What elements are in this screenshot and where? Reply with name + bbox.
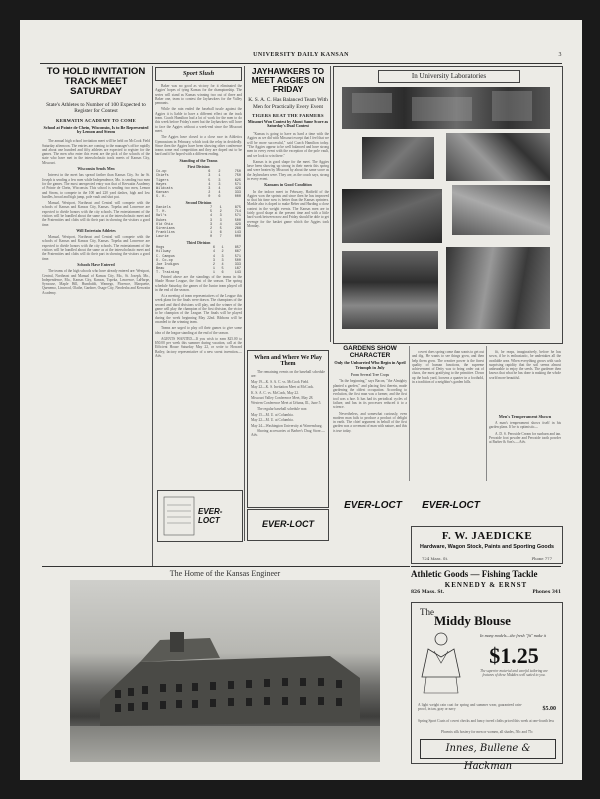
sport-slush-title: Sport Slush [182, 70, 215, 77]
paragraph: Baker was no good as victory for it eliminated the Aggies' hopes of tying Kansas for the championship. The series will stand as Kansas winning two out of three and Baker one, team to contest the Jayhawkers for the Valley pennants. [155, 84, 242, 106]
everloct-ad-large [157, 490, 243, 542]
standings-table [155, 246, 242, 275]
newspaper-page [20, 20, 582, 780]
table-cell: 6 [221, 270, 224, 275]
subsection-heading: Kansans in Good Condition [264, 182, 312, 188]
jaedicke-phone: Phone 777 [531, 556, 552, 561]
hosiery-text: Phoenix silk hosiery for men or women, all shades, 50c and 75c [441, 730, 533, 734]
table-cell: 1 [219, 206, 222, 211]
table-cell: 2 [219, 210, 222, 215]
paragraph: Shoring accessories at Barber's Drug Store.—Adv. [251, 428, 325, 438]
paragraph: Nevertheless, and somewhat curiously, even modern man fails to produce a product of delight in earth. The chief argument in behalf of the first garden was a covenant of man with nature, and this is true today. [333, 411, 407, 433]
gardens-deck: Only the Unhurried Who Begin in April Triumph in July [334, 360, 406, 371]
table-cell: 6 [218, 194, 221, 199]
laboratories-section [333, 66, 563, 344]
jayhawkers-headline: JAYHAWKERS TO MEET AGGIES ON FRIDAY [251, 66, 325, 94]
masthead [40, 51, 562, 64]
everloct-ad-left [338, 488, 408, 528]
table-cell: 0 [210, 234, 213, 239]
table-cell: 3 [219, 218, 222, 223]
table-cell: 5 [210, 210, 213, 215]
middy-title: Middy Blouse [434, 613, 511, 628]
column-rule [330, 66, 331, 342]
table-cell: 000 [234, 234, 241, 239]
lab-photo-1 [342, 87, 550, 129]
table-cell: C. Campus [156, 254, 175, 259]
table-cell: 3 [208, 186, 211, 191]
temperament-heading: Men's Temperament Shown [498, 414, 552, 419]
everloct-ad-right [416, 488, 486, 528]
jayhawkers-kicker: TIGERS BEAT THE FARMERS [252, 112, 324, 118]
schedule-box [247, 350, 329, 508]
table-cell: Hillway [156, 250, 171, 255]
table-cell: 3 [212, 258, 216, 263]
table-cell: 571 [234, 182, 241, 187]
table-cell: 2 [208, 190, 211, 195]
athletic-name: KENNEDY & ERNST [444, 581, 528, 589]
paragraph: At a meeting of team representatives of the League this week plans for the finals were drawn. The champions of the second and third divisions will play, and the winner of the game will play the champion of the first division, the victor to be champion of the League. The finals will be played during the week beginning May 22nd. Ribbons will be awarded to the winning team. [155, 294, 242, 324]
paragraph: covert does spring come than wants to get out and dig. He wants to see things grow, and then help them grow. The creative power is the finest quality of human functions, the supreme achievement of Deity was to bring order out of chaos, the most gratifying to the primitive. Down up the back yard, loosens a quarter in a foothold, in a tradition of a neighbor's garden hills. [412, 350, 484, 385]
lab-photo-6 [342, 251, 438, 329]
table-cell: 429 [234, 222, 241, 227]
table-cell: 3 [208, 174, 211, 179]
middy-blouse-ad [411, 602, 563, 772]
rain-coat-price: $5.00 [542, 706, 556, 712]
table-cell: Co-op [156, 170, 167, 175]
middy-price: $1.25 [489, 643, 539, 668]
jaedicke-ad [411, 526, 563, 564]
table-cell: 857 [234, 246, 241, 251]
jayhawkers-article [247, 67, 329, 342]
table-cell: 1 [221, 246, 224, 251]
paragraph: A. D. S. Peroxide Cream for sunburn and tan. Peroxide foot powder and Peroxide tooth powder at Barber & Son's.—Adv. [489, 431, 561, 445]
lab-photo-4 [342, 189, 442, 243]
paragraph: Manual, Westport, Northeast and Central will compete with the schools of Kansas and Kansas City, Kansas. Topeka and Lawrence are expected to divide honors with the city schools. The entertainment of the visitors will be handled about the same as at the interscholastic meet and the Fraternities and clubs will do their part in showing the visitors a good time. [42, 201, 150, 227]
track-meet-body [42, 139, 150, 537]
column-rule [486, 346, 487, 481]
table-cell: Chiefs [156, 174, 169, 179]
table-cell: 4 [218, 186, 221, 191]
gardens-body-1 [333, 379, 407, 489]
table-cell: Joe Indigos [156, 262, 180, 267]
table-cell: 2 [212, 262, 216, 267]
list-item: May 22—K. S. Invitation Meet at McCook. [251, 385, 314, 390]
table-cell: 1 [218, 174, 221, 179]
athletic-phone: Phones 341 [532, 590, 561, 595]
schedule-title: When and Where We Play Them [254, 355, 322, 368]
table-cell: Tigers [156, 178, 169, 183]
table-cell: 286 [234, 226, 241, 231]
paragraph: The annual high school invitation meet will be held on McCook Field Saturday afternoon. The entries are coming to the manager's office rapidly and about one hundred and fifty athletes are expected to register for the games. The men who enter this event are the pick of the schools of the state who have met in the interscholastic track meets of Kansas City, Missouri. [42, 139, 150, 165]
paragraph: In the indoor meet in February, Hatfield of the Aggies won the sprints and since then he has improved so that his time now is better than the Kansas sprinters. Markle also is doped to make Reber and Harding a close contest in the weight events. The Kansas men are in fairly good shape at the present time and with a little hard work between now and Friday should be able to get revenge for the basket game which the Aggies took Monday. [247, 189, 329, 228]
table-cell: T. Training [156, 270, 180, 275]
table-cell: Wildcats [156, 186, 173, 191]
column-rule [152, 66, 153, 566]
lab-photo-3 [446, 133, 550, 181]
table-cell: 429 [234, 186, 241, 191]
table-cell: 5 [219, 226, 222, 231]
lab-photo-1-art [342, 87, 550, 129]
jayhawkers-deck: Missouri Won Contest by About Same Score as Saturday's Dual Contest [247, 118, 329, 129]
paragraph: While the rain ended the baseball tussle against the Aggies it is liable to have a different effect on the track team. Coach Hamilton had a lot of work for the men to do this week before Friday's meet but the Jayhawkers will have to face the Aggies without a week-end since the Missouri meet. [155, 107, 242, 133]
store-signature: Innes, Bullene & Hackman [445, 743, 531, 772]
classified-ad: AGENTS WANTED—If you wish to earn $25.00 to $50.00 per week this summer during vacation, call at the Efficient House Saturday May 22, or write to Howard Bailey, factory representative of a new sweat invention.—Adv. [155, 336, 242, 359]
jaedicke-line: Hardware, Wagon Stock, Paints and Sporting Goods [420, 544, 554, 550]
column-rule [409, 346, 410, 481]
table-cell: 143 [234, 230, 241, 235]
table-cell: 143 [234, 270, 241, 275]
table-cell: Kansan [156, 190, 169, 195]
table-cell: 4 [218, 190, 221, 195]
list-item: May 24—Washington University at Warrensburg. [251, 423, 323, 428]
table-cell: 625 [234, 178, 241, 183]
table-cell: Daniels [156, 206, 171, 211]
table-cell: 7 [219, 234, 222, 239]
temperament-body [489, 421, 561, 449]
table-cell: 1 [212, 270, 216, 275]
table-cell: 0 [208, 194, 211, 199]
table-cell: Hogs [156, 246, 165, 251]
table-cell: 3 [218, 178, 221, 183]
division-title: First Division [187, 165, 210, 170]
section-rule [411, 566, 561, 567]
schedule-body [248, 370, 328, 504]
list-item: Missouri Valley Conference Meet, May 28. [251, 396, 314, 401]
table-cell: 750 [234, 170, 241, 175]
middy-copy: In many models—the fresh "fit" make it [480, 633, 546, 638]
table-cell: 4 [212, 250, 216, 255]
table-cell: S. K. [156, 194, 167, 199]
table-cell: 333 [234, 262, 241, 267]
table-cell: 4 [212, 254, 216, 259]
everloct-logo: EVER-LOCT [261, 519, 314, 529]
standings-table [155, 206, 242, 239]
rain-coat-text: A light weight rain coat for spring and summer wear, guaranteed rain-proof, in tan, gray or navy [418, 703, 522, 712]
list-item: May 15—M. U. at Columbia. [251, 412, 294, 417]
standings-tables [155, 165, 242, 275]
section-rule [42, 566, 410, 567]
engineer-building-art [70, 580, 380, 762]
table-cell: 5 [208, 178, 211, 183]
table-cell: 6 [212, 246, 216, 251]
table-cell: 167 [234, 266, 241, 271]
schedule-list [251, 380, 325, 405]
everloct-logo: EVER-LOCT [422, 500, 480, 511]
paragraph: "Kansas is going to have as hard a time with the Aggies as we did with Missouri except that I feel that we will be more successful," said Coach Hamilton today. "The Aggies appear to be well balanced and have strong men in every event with the exception of the pole vault, and we look to win there." [247, 132, 329, 158]
list-item: May 19—K. S. A. C. vs. McCook Field. [251, 380, 310, 385]
table-cell: 3 [221, 254, 224, 259]
gardens-headline: GARDENS SHOW CHARACTER [343, 345, 397, 359]
track-meet-headline: TO HOLD INVITATION TRACK MEET SATURDAY [46, 66, 146, 98]
table-cell: O. Co-op [156, 258, 173, 263]
subsection-heading: Schools Have Entered [77, 261, 115, 267]
table-cell: 6 [208, 170, 211, 175]
list-item: May 22—M. U. at Columbia. [251, 418, 294, 423]
table-cell: Sirenians [156, 226, 175, 231]
column-rule [244, 66, 245, 541]
table-cell: 2 [221, 250, 224, 255]
schedule-games [251, 413, 325, 428]
store-signature-box [420, 739, 556, 772]
jayhawkers-body [247, 132, 329, 342]
table-cell: 3 [219, 214, 222, 219]
table-cell: 5 [221, 266, 224, 271]
table-cell: 571 [234, 254, 241, 259]
gardens-body-3 [489, 350, 561, 412]
everloct-ad-small [247, 509, 329, 541]
table-cell: 1 [212, 266, 216, 271]
table-cell: 500 [234, 218, 241, 223]
middy-description: The superior material and careful tailoring are features of these Middies well suited to you. [480, 669, 548, 678]
list-item: Western Conference Meet at Urbana, Ill., June 5. [251, 401, 322, 406]
lab-photo-5 [452, 185, 550, 235]
engineer-building-photo [70, 580, 380, 762]
table-cell: 1 [210, 230, 213, 235]
table-cell: 500 [234, 258, 241, 263]
gardens-col-3 [489, 350, 561, 449]
lab-photo-2 [362, 137, 434, 179]
everloct-logo: EVER-LOCT [198, 507, 223, 525]
masthead-title: UNIVERSITY DAILY KANSAN [253, 52, 349, 58]
list-item: K. S. A. C. vs. McCook, May 22. [251, 390, 299, 395]
paragraph: Teams are urged to play off their games to give some idea of the league standing at the end of the season. [155, 326, 242, 335]
paragraph: A man's temperament shows itself in his garden plans. If he is optimistic— [489, 421, 561, 430]
table-cell: Hayes [156, 182, 167, 187]
table-cell: 667 [234, 250, 241, 255]
table-cell: 3 [221, 258, 224, 263]
table-cell: 875 [234, 206, 241, 211]
division-title: Third Division [186, 241, 211, 246]
engineer-title: The Home of the Kansas Engineer [169, 569, 281, 578]
laboratories-header [378, 70, 520, 83]
jaedicke-name: F. W. JAEDICKE [441, 530, 533, 542]
paragraph: "In the beginning," says Bacon, "the Almighty planted a garden," and placing first therein, made gardening the oldest occupation. According to evolution, the first man was a farmer, and the first tool was a hoe. It has had its periodical cycles of failure, and has in its processes reduced it to a science. [333, 379, 407, 410]
division-title: Second Division [185, 201, 212, 205]
table-row [155, 235, 242, 239]
athletic-goods-ad [411, 569, 561, 598]
table-cell: 4 [210, 214, 213, 219]
sport-coats-text: Spring Sport Coats of covert checks and fancy tweed cloths priced this week at one-fourth less [418, 719, 555, 723]
table-cell: 750 [234, 174, 241, 179]
table-cell: T. H. [156, 210, 167, 215]
standings-table [155, 170, 242, 199]
table-cell: 4 [208, 182, 211, 187]
middy-blouse-illustration [418, 629, 464, 695]
athletic-address: 826 Mass. St. [411, 590, 445, 595]
subsection-heading: Wisconsin Sends Men [77, 166, 115, 172]
table-cell: 4 [219, 222, 222, 227]
gardens-article [333, 346, 561, 486]
table-row [155, 195, 242, 199]
gardens-body-2 [412, 350, 484, 478]
table-cell: Beau [156, 266, 165, 271]
track-meet-kicker: KERWATIN ACADEMY TO COME [56, 117, 136, 123]
paragraph: Printed above are the standings of the teams in the Shade House League, the first of the season. The spring schedule Saturday, the games of the Junior team played off in the end of the season. [155, 275, 242, 292]
sport-slush-body [155, 84, 242, 546]
table-cell: 571 [234, 214, 241, 219]
table-cell: 2 [210, 226, 213, 231]
subsection-heading: Will Entertain Athletes [76, 227, 116, 233]
page-number: 3 [558, 52, 562, 58]
sport-slush-column [155, 67, 242, 546]
track-meet-deck: School at Pointe de Chein, Wisconsin, Is to Be Represented by Lemon and Strom [43, 124, 149, 135]
table-cell: 3 [210, 222, 213, 227]
paragraph: fit, he reaps, imaginatively, before he has sown, if he is enthusiastic, he undertakes all the available area. When everything grows with such surprising rapidity that the soil seems almost unbearable to enjoy the seeds. The gardener then knows that what he has done is making the whole world more beautiful. [489, 350, 561, 380]
table-cell: Old Ohio [156, 222, 173, 227]
laboratories-title: In University Laboratories [411, 72, 487, 80]
table-cell: Dukes [156, 218, 167, 223]
track-meet-subhead: State's Athletes to Number of 100 Expected to Register for Contest [46, 102, 146, 115]
gardens-byline: From Several Tree Crops [350, 373, 390, 378]
table-cell: Laurie [156, 234, 169, 239]
table-cell: 2 [218, 170, 221, 175]
everloct-logo: EVER-LOCT [344, 500, 402, 511]
athletic-contact [411, 590, 561, 598]
table-cell: 714 [234, 210, 241, 215]
paragraph: Interest in the meet has spread farther than Kansas City. So far St. Joseph is sending a few men while Independence, Mo. is sending two men for the games. The most unexpected entry was that of Kerwatin Academy of Pointe de Chein, Wisconsin. This school is sending two men, Lemon and Strom, to compete in the 100 and 220 yard dashes, high and low hurdles, broad and high jump, pole vault and shot put. [42, 173, 150, 199]
table-cell: 3 [218, 182, 221, 187]
paragraph: Manual, Westport, Northeast and Central will compete with the schools of Kansas and Kansas City, Kansas. Topeka and Lawrence are expected to divide honors with the city schools. The entertainment of the visitors will be handled about the same as at the interscholastic meet and the Fraternities and clubs will do their part in showing the visitors a good time. [42, 235, 150, 261]
paragraph: Kansas is in good shape for the meet. The Aggies have been showing up strong in their meets this spring and were beaten by Missouri by about the same score as the Jayhawkers were. They are, as the coach says, strong in every event. [247, 159, 329, 181]
gardens-col-1 [333, 346, 407, 489]
table-cell: 4 [221, 262, 224, 267]
table-cell: Owl's [156, 214, 167, 219]
paragraph: The regular baseball schedule was: [257, 406, 308, 411]
table-cell: Franklins [156, 230, 175, 235]
table-cell: 6 [219, 230, 222, 235]
table-cell: 3 [210, 218, 213, 223]
table-cell: 7 [210, 206, 213, 211]
paragraph: The Aggies have closed to a close race in Athletics Gymnasium in February, which took the relay in decidedly. Since then the Aggies have been showing other conference teams some real competition and they are doped out to be hard and if he hoped with a different ending. [155, 135, 242, 157]
lab-photo-7 [446, 247, 550, 329]
table-cell: 333 [234, 190, 241, 195]
middy-intro: The [420, 607, 434, 617]
standings-title: Standing of the Teams [179, 157, 218, 163]
athletic-title: Athletic Goods — Fishing Tackle [411, 569, 538, 579]
sport-slush-header [155, 67, 242, 81]
jaedicke-address: 724 Mass. St. [422, 556, 449, 561]
table-cell: 000 [234, 194, 241, 199]
jayhawkers-subhead: K. S. A. C. Has Balanced Team With Men for Practically Every Event [248, 97, 328, 110]
paragraph: The remaining events on the baseball schedule are: [251, 369, 325, 378]
track-meet-article [42, 67, 150, 537]
paragraph: The teams of the high schools who have already entered are: Westport, Central, Northeast and Manual of Kansas City, Mo., St. Joseph, Mo., Independence, Mo., Kansas City, Kansas, Topeka, Lawrence, LaHarpe, Syracuse, Maple Hill, Humboldt, Wamego, Florence, Marquette, Quenemo, Linwood, Olathe, Gardner, Osage City, Neodesha and Kerwatin Academy. [42, 269, 150, 295]
